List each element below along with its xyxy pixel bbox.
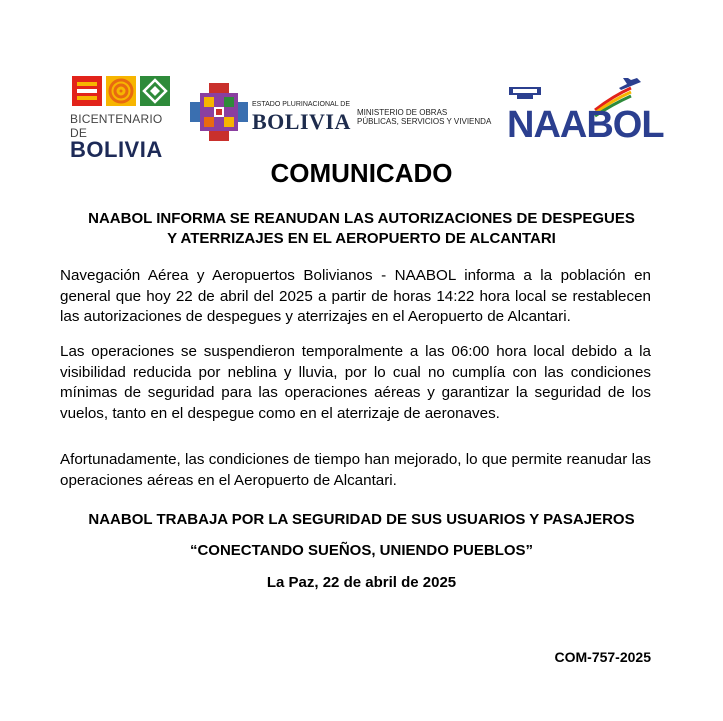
ministerio-logo-text: [357, 108, 491, 126]
estado-big-text: BOLIVIA: [252, 109, 351, 134]
closing-statement: NAABOL TRABAJA POR LA SEGURIDAD DE SUS USUARIOS Y PASAJEROS: [88, 511, 635, 528]
bicentenario-small-text: BICENTENARIO DE: [70, 112, 163, 140]
bicentenario-red-square-icon: [72, 76, 102, 106]
document-code: COM-757-2025: [554, 649, 651, 665]
bicentenario-spiral-icon: [106, 76, 136, 106]
page-title: COMUNICADO: [270, 158, 453, 188]
header-logos: [0, 0, 723, 160]
place-date: La Paz, 22 de abril de 2025: [266, 574, 457, 591]
bicentenario-logo: [70, 76, 180, 162]
headline-line-2: Y ATERRIZAJES EN EL AEROPUERTO DE ALCANTARI: [167, 230, 556, 247]
naabol-wordmark: NAABOL: [507, 104, 664, 146]
body-paragraph-1: Navegación Aérea y Aeropuertos Bolivianos - NAABOL informa a la población en general que hoy 22 de abril del 2025 a partir de horas 14:22 hora local se restablecen las autorizaciones de despegues y aterrizajes en el Aeropuerto de Alcantari.: [60, 267, 651, 325]
estado-plurinacional-logo: [190, 83, 351, 143]
naabol-logo: [503, 78, 663, 144]
headline-line-1: NAABOL INFORMA SE REANUDAN LAS AUTORIZACIONES DE DESPEGUES: [88, 210, 635, 227]
body-paragraph-2: Las operaciones se suspendieron temporalmente a las 06:00 hora local debido a la visibilidad reducida por neblina y lluvia, por lo cual no cumplía con las condiciones mínimas de seguridad para las operaciones aéreas y garantizar la seguridad de los vuelos, tanto en el despegue como en el aterrizaje de aeronaves.: [60, 343, 651, 422]
estado-small-text: ESTADO PLURINACIONAL DE: [252, 101, 351, 108]
bicentenario-green-square-icon: [140, 76, 170, 106]
headline: [40, 209, 683, 249]
ministerio-line-2: PÚBLICAS, SERVICIOS Y VIVIENDA: [357, 117, 492, 126]
ministerio-line-1: MINISTERIO DE OBRAS: [357, 108, 448, 117]
slogan: “CONECTANDO SUEÑOS, UNIENDO PUEBLOS”: [189, 542, 534, 559]
chakana-wiphala-icon: [190, 83, 248, 141]
bicentenario-emblem: [72, 76, 180, 106]
body-paragraph-3: Afortunadamente, las condiciones de tiempo han mejorado, lo que permite reanudar las operaciones aéreas en el Aeropuerto de Alcantari.: [60, 451, 651, 489]
bicentenario-big-text: BOLIVIA: [70, 137, 163, 162]
